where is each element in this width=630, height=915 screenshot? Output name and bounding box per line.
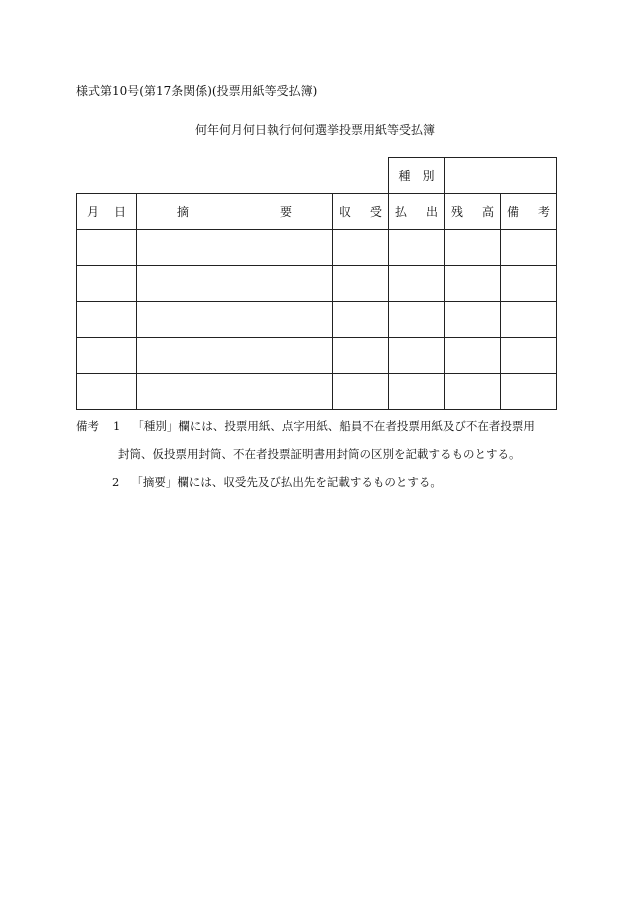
row-cell-remarks [500,265,557,302]
row-cell-balance [444,265,501,302]
row-cell-date [76,301,137,338]
row-cell-receive [332,229,389,266]
row-cell-remarks [500,301,557,338]
date-header-char-2: 日 [113,205,126,219]
note-1-text-line-2: 封筒、仮投票用封筒、不在者投票証明書用封筒の区別を記載するものとする。 [118,447,521,461]
balance-header-char-1: 残 [451,205,464,219]
payout-header-char-1: 払 [395,205,408,219]
column-header-summary [136,193,333,230]
type-header [388,157,445,194]
column-header-date [76,193,137,230]
note-2-number: 2 [112,475,120,489]
row-cell-receive [332,301,389,338]
row-cell-balance [444,373,501,410]
note-2-text: 「摘要」欄には、収受先及び払出先を記載するものとする。 [131,475,442,489]
type-header-label: 種 別 [398,169,435,183]
row-cell-remarks [500,373,557,410]
row-cell-payout [388,265,445,302]
note-1-number: 1 [113,419,121,433]
row-cell-receive [332,337,389,374]
note-1-line-2 [118,446,521,462]
document-title: 何年何月何日執行何何選挙投票用紙等受払簿 [194,123,435,137]
remarks-header-char-2: 考 [537,205,550,219]
type-value-cell [444,157,557,194]
row-cell-payout [388,229,445,266]
column-header-balance [444,193,501,230]
row-cell-summary [136,337,333,374]
note-1-text-line-1: 「種別」欄には、投票用紙、点字用紙、船員不在者投票用紙及び不在者投票用 [132,419,535,433]
summary-header-char-2: 要 [279,205,292,219]
row-cell-balance [444,229,501,266]
row-cell-summary [136,301,333,338]
balance-header-char-2: 高 [481,205,494,219]
row-cell-remarks [500,337,557,374]
form-label: 様式第10号(第17条関係)(投票用紙等受払簿) [76,84,318,98]
column-header-receive [332,193,389,230]
summary-header-char-1: 摘 [177,205,190,219]
row-cell-remarks [500,229,557,266]
date-header-char-1: 月 [87,205,100,219]
row-cell-date [76,229,137,266]
row-cell-receive [332,265,389,302]
row-cell-date [76,265,137,302]
column-header-remarks [500,193,557,230]
remarks-header-char-1: 備 [507,205,520,219]
note-2 [112,474,442,490]
row-cell-payout [388,301,445,338]
row-cell-receive [332,373,389,410]
row-cell-summary [136,373,333,410]
row-cell-summary [136,229,333,266]
payout-header-char-2: 出 [425,205,438,219]
column-header-payout [388,193,445,230]
notes-heading: 備考 [76,419,99,433]
receive-header-char-1: 収 [339,205,352,219]
row-cell-payout [388,337,445,374]
row-cell-date [76,337,137,374]
note-1-line-1 [76,418,535,434]
row-cell-date [76,373,137,410]
row-cell-balance [444,301,501,338]
row-cell-balance [444,337,501,374]
row-cell-payout [388,373,445,410]
row-cell-summary [136,265,333,302]
receive-header-char-2: 受 [369,205,382,219]
